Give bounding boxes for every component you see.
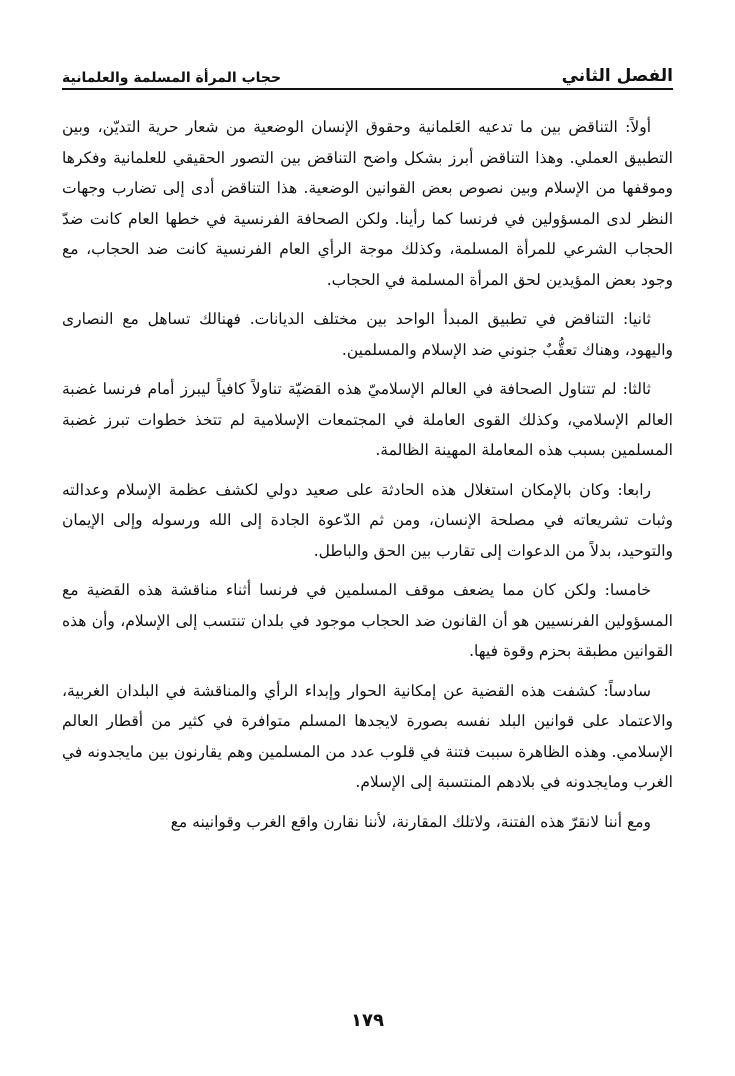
header-rule [62,88,673,90]
book-title: حجاب المرأة المسلمة والعلمانية [62,70,282,86]
page-number: ١٧٩ [351,1010,384,1031]
running-header [62,52,673,86]
paragraph-second: ثانيا: التناقض في تطبيق المبدأ الواحد بين مختلف الديانات. فهنالك تساهل مع النصارى واليهود، وهناك تعقُّبٌ جنوني ضد الإسلام والمسلمين. [62,310,673,359]
paragraph-fifth: خامسا: ولكن كان مما يضعف موقف المسلمين في فرنسا أثناء مناقشة هذه القضية مع المسؤولين الفرنسيين هو أن القانون ضد الحجاب موجود في بلدان تنتسب إلى الإسلام، وأن هذه القوانين مطبقة بحزم وقوة فيها. [62,581,673,660]
body-text [62,112,673,846]
paragraph-third: ثالثا: لم تتناول الصحافة في العالم الإسلاميّ هذه القضيّة تناولاً كافياً ليبرز أمام فرنسا غضبة العالم الإسلامي، وكذلك القوى العاملة في المجتمعات الإسلامية لم تتخذ خطوات تبرز غضبة المسلمين بسبب هذه المعاملة المهينة الظالمة. [62,380,673,459]
paragraph-continuation: ومع أننا لانقرّ هذه الفتنة، ولاتلك المقارنة، لأننا نقارن واقع الغرب وقوانينه مع [170,812,651,831]
paragraph-fourth: رابعا: وكان بالإمكان استغلال هذه الحادثة على صعيد دولي لكشف عظمة الإسلام وعدالته وثبات تشريعاته في مصلحة الإنسان، ومن ثم الدّعوة الجادة إلى الله ورسوله وإلى الإيمان والتوحيد، بدلاً من الدعوات إلى تقارب بين الحق والباطل. [62,480,673,560]
paragraph-sixth: سادساً: كشفت هذه القضية عن إمكانية الحوار وإبداء الرأي والمناقشة في البلدان الغربية، والاعتماد على قوانين البلد نفسه بصورة لايجدها المسلم متوافرة في كثير من أقطار العالم الإسلامي. وهذه الظاهرة سببت فتنة في قلوب عدد من المسلمين وهم يقارنون بين مايجدونه في الغرب ومايجدونه في بلادهم المنتسبة إلى الإسلام. [62,681,673,791]
paragraph-first: أولاً: التناقض بين ما تدعيه العَلمانية وحقوق الإنسان الوضعية من شعار حرية التديّن، وبين التطبيق العملي. وهذا التناقض أبرز بشكل واضح التناقض بين التصور الحقيقي للعلمانية وفكرها وموقفها من الإسلام وبين نصوص بعض القوانين الوضعية. هذا التناقض أدى إلى تضارب وجهات النظر لدى المسؤولين في فرنسا كما رأينا. ولكن الصحافة الفرنسية في خطها العام كانت ضدّ الحجاب الشرعي للمرأة المسلمة، وكذلك موجة الرأي العام الفرنسية كانت ضد الحجاب، مع وجود بعض المؤيدين لحق المرأة المسلمة في الحجاب. [62,118,673,289]
chapter-title: الفصل الثاني [561,66,673,86]
